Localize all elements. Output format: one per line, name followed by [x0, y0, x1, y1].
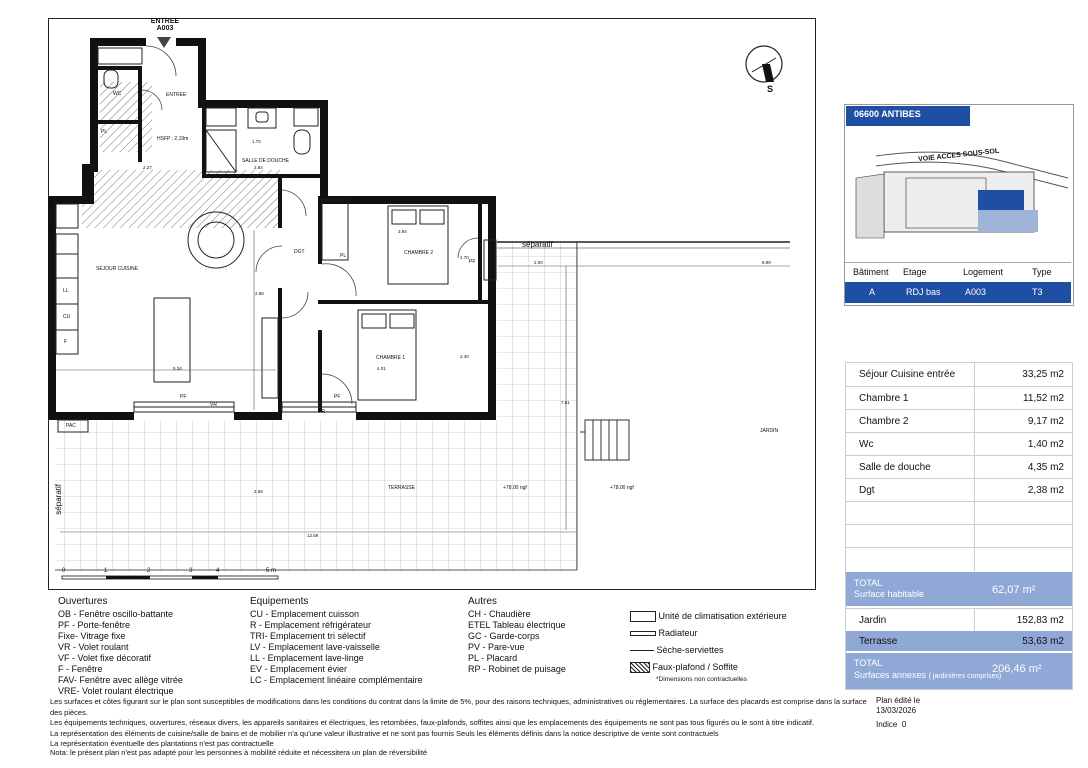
surface-row-empty — [846, 524, 1072, 548]
dim-label: 4.01 — [377, 366, 386, 371]
lot-value-etage: RDJ bas — [906, 287, 941, 297]
total-annexes-row: TOTAL Surfaces annexes ( jardinières comprises) 206,46 m² — [846, 653, 1072, 689]
edition-info: Plan édité le 13/03/2026 Indice 0 — [876, 696, 921, 729]
terrace-grid — [55, 420, 577, 570]
tag-ll: LL — [63, 288, 69, 294]
level-label: +78.00 ngf — [610, 485, 634, 491]
lot-value-logement: A003 — [965, 287, 987, 297]
disclaimer: Les surfaces et côtes figurant sur le plan sont susceptibles de modifications dans les conditions du contrat dans la limite de 5%, pour des raisons techniques, administratives ou réglementaires. La surface des placards est comprise dans la surface des pièces. Les équipements techniques, ouvertures, réseaux divers, les appareils sanitaires et électriques, les retombées, faux-plafonds, soffites ainsi que les emplacements des équipements ne sont pas tous figurés ou le sont à titre indicatif. La représentation des éléments de cuisine/salle de bains et de mobilier n'a qu'une valeur illustrative et ne sont pas fournis Seuls les éléments définis dans la notice descriptive de vente sont contractuels La représentation éventuelle des plantations n'est pas contractuelle — [50, 697, 867, 748]
tag-pf: PF — [180, 394, 187, 400]
false-ceiling-icon — [630, 662, 650, 673]
legend-equipements: Equipements CU - Emplacement cuisson R - Emplacement réfrigérateur TRI- Emplacement tri sélectif LV - Emplacement lave-vaisselle LL - Emplacement lave-linge EV - Emplacement évier LC - Emplacement linéaire complémentaire — [250, 596, 423, 685]
lot-header-batiment: Bâtiment — [853, 267, 889, 277]
dim-label: 2.98 — [255, 291, 264, 296]
jardin-row: Jardin 152,83 m2 — [846, 608, 1072, 632]
clim-symbol-icon — [630, 611, 656, 622]
lot-header-logement: Logement — [963, 267, 1004, 277]
pac-label: PAC — [66, 423, 76, 429]
surface-row: Dgt 2,38 m2 — [846, 478, 1072, 502]
room-label-wc: WC — [113, 91, 122, 97]
dim-label: 3.59 — [254, 489, 263, 494]
entrance-label: ENTREE A003 — [150, 18, 180, 32]
towel-dryer-icon — [630, 650, 654, 651]
room-label-jardin: JARDIN — [760, 428, 779, 434]
tag-f: F — [64, 339, 68, 345]
mobility-note: Nota: le présent plan n'est pas adapté pour les personnes à mobilité réduite et nécessitera un plan de réversibilité — [50, 748, 428, 757]
scale-label: 5 m — [266, 568, 277, 574]
legend-autres: Autres CH - Chaudière ETEL Tableau électrique GC - Garde-corps PV - Pare-vue PL - Placard RP - Robinet de puisage — [468, 596, 566, 674]
room-label-dgt: DGT — [294, 249, 305, 255]
dim-label: 2.84 — [254, 165, 263, 170]
legend-symbols: Unité de climatisation extérieure Radiateur Sèche-serviettes Faux-plafond / Soffite *Dimensions non contractuelles — [630, 611, 810, 685]
legend-ouvertures: Ouvertures OB - Fenêtre oscillo-battante PF - Porte-fenêtre Fixe- Vitrage fixe VR - Volet roulant VF - Volet fixe décoratif F - Fenêtre FAV- Fenêtre avec allège vitrée VRE- Volet roulant électrique — [58, 596, 183, 696]
radiator-icon — [630, 631, 656, 636]
terrasse-row: Terrasse 53,63 m2 — [846, 631, 1072, 651]
surface-row: Salle de douche 4,35 m2 — [846, 455, 1072, 479]
lot-value-type: T3 — [1032, 287, 1043, 297]
tag-vr: VR — [210, 402, 217, 408]
false-ceiling-sejour — [82, 170, 280, 228]
dim-label: 7.61 — [561, 400, 570, 405]
scale-label: 2 — [147, 568, 151, 574]
lot-header-etage: Etage — [903, 267, 927, 277]
dim-label: 2.00 — [534, 260, 543, 265]
lot-value-batiment: A — [869, 287, 876, 297]
room-label-salle-de-douche: SALLE DE DOUCHE — [242, 158, 289, 164]
dim-label: 8.99 — [762, 260, 771, 265]
level-label: +78.00 ngf — [503, 485, 527, 491]
room-label-entree: ENTREE — [166, 92, 187, 98]
tag-pf: PF — [469, 259, 476, 265]
room-label-chambre1: CHAMBRE 1 — [376, 355, 406, 361]
dim-label: 3.94 — [398, 229, 407, 234]
dim-label: 1.70 — [252, 139, 261, 144]
separatif-label: séparatif — [522, 240, 553, 249]
hsfp-area — [100, 82, 152, 152]
map-label: VOIE ACCES SOUS-SOL — [917, 147, 1000, 164]
entrance-arrow — [157, 37, 171, 48]
tag-cu: CU — [63, 314, 71, 320]
surface-row: Chambre 2 9,17 m2 — [846, 409, 1072, 433]
site-map — [846, 148, 1070, 248]
tag-pf: PF — [334, 394, 341, 400]
lot-values-row — [845, 282, 1071, 303]
room-label-terrasse: TERRASSE — [388, 485, 415, 491]
lot-header-type: Type — [1032, 267, 1052, 277]
compass-rose — [746, 46, 782, 82]
surface-row: Séjour Cuisine entrée 33,25 m2 — [846, 363, 1072, 386]
scale-label: 4 — [216, 568, 220, 574]
compass-label: S — [767, 84, 774, 94]
hsfp-label: HSFP : 2,19m — [157, 136, 189, 142]
tag-pl: PL — [340, 253, 347, 259]
dim-label: 12.59 — [307, 533, 319, 538]
surface-row-empty — [846, 501, 1072, 525]
surfaces-table — [845, 362, 1073, 690]
surface-row: Chambre 1 11,52 m2 — [846, 386, 1072, 410]
windows — [134, 240, 496, 412]
tag-pl: PL — [101, 129, 108, 135]
scale-label: 3 — [189, 568, 193, 574]
scale-bar — [62, 576, 278, 579]
dim-label: 5.34 — [173, 366, 182, 371]
interior-walls — [98, 66, 488, 412]
dim-label: 2.27 — [143, 165, 152, 170]
scale-label: 1 — [104, 568, 108, 574]
dim-label: 2.70 — [460, 255, 469, 260]
room-label-chambre2: CHAMBRE 2 — [404, 250, 434, 256]
location-title: 06600 ANTIBES — [846, 106, 970, 126]
dim-label: 2.40 — [460, 354, 469, 359]
separatif-label: séparatif — [54, 484, 63, 515]
lot-table — [845, 262, 1071, 304]
room-label-sejour: SÉJOUR CUISINE — [96, 266, 138, 272]
scale-label: 0 — [62, 568, 66, 574]
surface-row-empty — [846, 547, 1072, 571]
exterior-steps — [580, 420, 629, 460]
total-habitable-row: TOTAL Surface habitable 62,07 m² — [846, 572, 1072, 606]
surface-row: Wc 1,40 m2 — [846, 432, 1072, 456]
jardin-grid — [497, 242, 577, 420]
tag-vr: VR — [318, 409, 325, 415]
